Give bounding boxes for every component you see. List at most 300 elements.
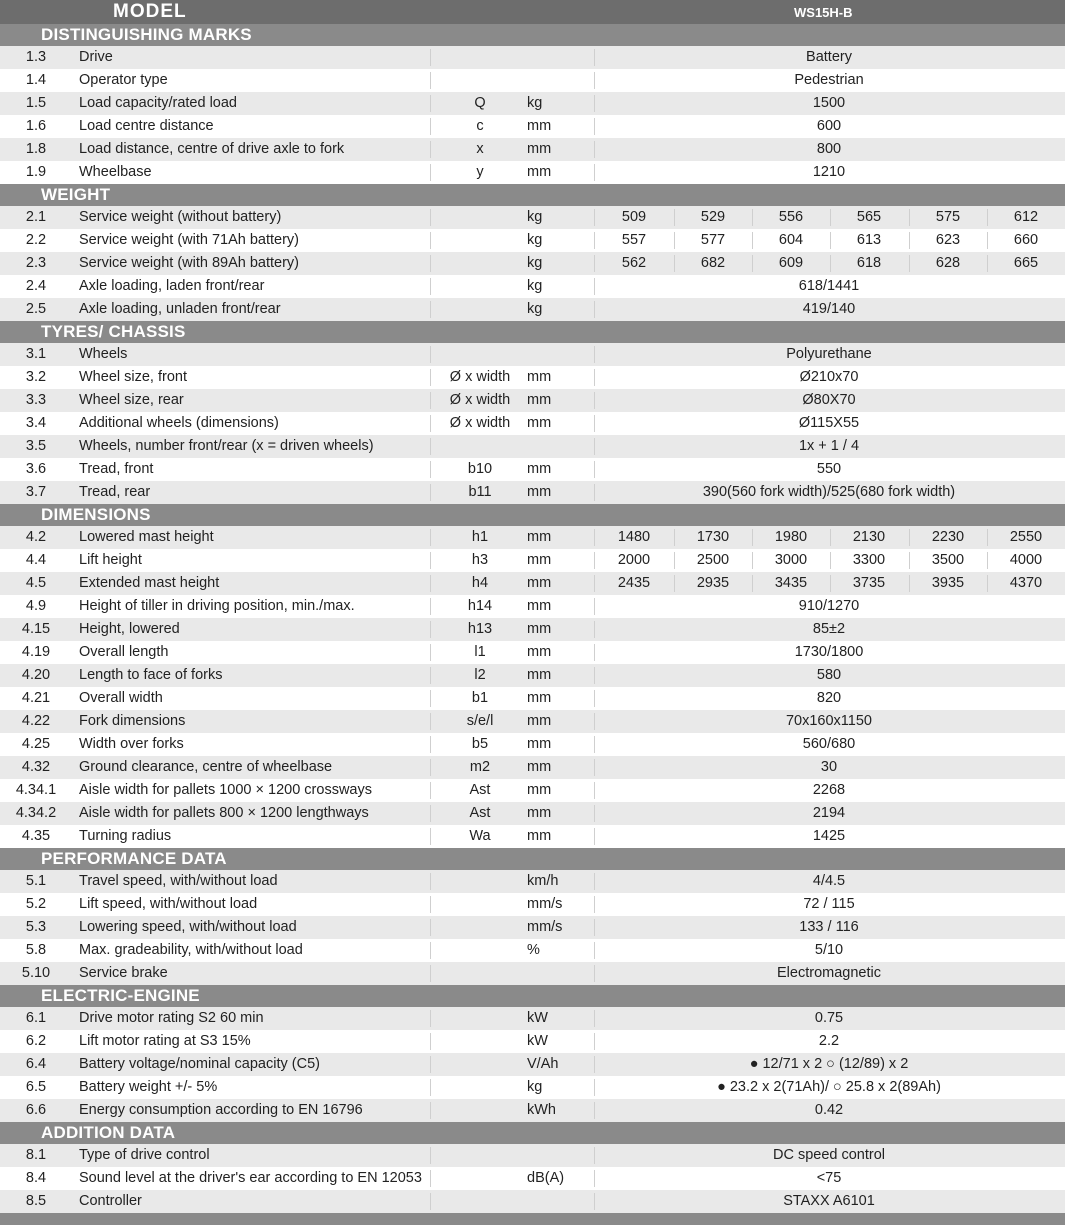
spec-row	[0, 939, 1065, 962]
model-variant-value: 556	[778, 209, 804, 225]
row-number: 4.22	[21, 713, 51, 729]
variant-divider	[752, 529, 753, 546]
column-divider	[430, 346, 431, 363]
row-label: Extended mast height	[79, 575, 220, 591]
row-symbol: l2	[474, 667, 486, 683]
row-unit: V/Ah	[527, 1056, 559, 1072]
row-unit: mm	[527, 415, 552, 431]
row-number: 1.9	[25, 164, 47, 180]
row-value: STAXX A6101	[783, 1193, 875, 1209]
row-number: 1.8	[25, 141, 47, 157]
spec-row	[0, 1007, 1065, 1030]
column-divider	[430, 164, 431, 181]
spec-row	[0, 46, 1065, 69]
variant-divider	[752, 255, 753, 272]
row-unit: mm	[527, 369, 552, 385]
row-label: Service weight (with 71Ah battery)	[79, 232, 300, 248]
row-value: 2.2	[818, 1033, 840, 1049]
row-unit: mm/s	[527, 896, 563, 912]
row-symbol: x	[476, 141, 484, 157]
row-label: Load distance, centre of drive axle to fork	[79, 141, 345, 157]
row-label: Controller	[79, 1193, 142, 1209]
row-value: Ø80X70	[802, 392, 856, 408]
row-symbol: Ast	[469, 782, 491, 798]
spec-row	[0, 92, 1065, 115]
model-variant-value: 2935	[696, 575, 730, 591]
model-variant-value: 613	[856, 232, 882, 248]
row-number: 5.2	[25, 896, 47, 912]
spec-row	[0, 664, 1065, 687]
row-label: Aisle width for pallets 800 × 1200 lengthways	[79, 805, 369, 821]
column-divider	[430, 1079, 431, 1096]
column-divider	[430, 873, 431, 890]
row-value: 30	[820, 759, 838, 775]
row-label: Wheels, number front/rear (x = driven wheels)	[79, 438, 374, 454]
model-variant-value: 682	[700, 255, 726, 271]
model-variant-value: 2130	[852, 529, 886, 545]
row-unit: mm	[527, 118, 552, 134]
variant-divider	[674, 209, 675, 226]
column-divider	[430, 141, 431, 158]
variant-divider	[752, 232, 753, 249]
row-label: Wheel size, rear	[79, 392, 184, 408]
row-unit: %	[527, 942, 540, 958]
spec-row	[0, 710, 1065, 733]
row-number: 5.3	[25, 919, 47, 935]
variant-divider	[830, 529, 831, 546]
section-header: TYRES/ CHASSIS	[0, 321, 1065, 343]
spec-row	[0, 756, 1065, 779]
row-value: 2268	[812, 782, 846, 798]
model-variant-value: 2230	[931, 529, 965, 545]
row-symbol: b1	[471, 690, 489, 706]
spec-row	[0, 595, 1065, 618]
row-number: 1.3	[25, 49, 47, 65]
column-divider	[430, 621, 431, 638]
row-label: Tread, front	[79, 461, 154, 477]
model-label: MODEL	[113, 1, 187, 22]
row-number: 6.4	[25, 1056, 47, 1072]
row-number: 4.5	[25, 575, 47, 591]
row-label: Type of drive control	[79, 1147, 210, 1163]
spec-row	[0, 687, 1065, 710]
spec-row	[0, 115, 1065, 138]
row-value: 1425	[812, 828, 846, 844]
row-number: 5.10	[21, 965, 51, 981]
model-header	[0, 0, 1065, 24]
model-variant-value: 529	[700, 209, 726, 225]
column-divider	[430, 713, 431, 730]
column-divider	[430, 942, 431, 959]
row-label: Drive	[79, 49, 113, 65]
row-number: 1.5	[25, 95, 47, 111]
row-unit: kg	[527, 1079, 543, 1095]
row-number: 4.21	[21, 690, 51, 706]
row-label: Wheelbase	[79, 164, 152, 180]
row-unit: kW	[527, 1010, 548, 1026]
row-number: 3.7	[25, 484, 47, 500]
column-divider	[430, 759, 431, 776]
row-symbol: m2	[469, 759, 491, 775]
row-value: 133 / 116	[799, 919, 859, 935]
spec-row	[0, 1030, 1065, 1053]
model-variant-value: 575	[935, 209, 961, 225]
row-unit: mm	[527, 621, 552, 637]
row-unit: mm	[527, 164, 552, 180]
row-number: 4.20	[21, 667, 51, 683]
variant-divider	[987, 232, 988, 249]
row-symbol: h3	[471, 552, 489, 568]
row-value: Battery	[806, 49, 852, 65]
column-divider	[430, 1010, 431, 1027]
row-number: 8.4	[25, 1170, 47, 1186]
variant-divider	[909, 232, 910, 249]
row-unit: mm	[527, 575, 552, 591]
column-divider	[430, 598, 431, 615]
spec-row	[0, 733, 1065, 756]
row-label: Lift motor rating at S3 15%	[79, 1033, 251, 1049]
model-variant-value: 1980	[774, 529, 808, 545]
row-symbol: Q	[474, 95, 486, 111]
row-label: Lowering speed, with/without load	[79, 919, 297, 935]
row-symbol: c	[476, 118, 484, 134]
row-label: Battery voltage/nominal capacity (C5)	[79, 1056, 320, 1072]
spec-row	[0, 1167, 1065, 1190]
row-unit: mm	[527, 461, 552, 477]
model-variant-value: 618	[856, 255, 882, 271]
spec-row	[0, 572, 1065, 595]
model-variant-value: 577	[700, 232, 726, 248]
row-number: 4.32	[21, 759, 51, 775]
column-divider	[430, 782, 431, 799]
column-divider	[430, 575, 431, 592]
row-unit: km/h	[527, 873, 559, 889]
row-symbol: Ø x width	[449, 369, 511, 385]
variant-divider	[987, 529, 988, 546]
spec-row	[0, 549, 1065, 572]
row-value: 1500	[812, 95, 846, 111]
variant-divider	[987, 575, 988, 592]
row-label: Overall width	[79, 690, 163, 706]
row-unit: mm	[527, 484, 552, 500]
model-value: WS15H-B	[794, 5, 853, 20]
column-divider	[430, 919, 431, 936]
variant-divider	[752, 575, 753, 592]
row-unit: mm	[527, 598, 552, 614]
spec-row	[0, 802, 1065, 825]
row-unit: mm	[527, 690, 552, 706]
model-variant-value: 3435	[774, 575, 808, 591]
column-divider	[430, 1056, 431, 1073]
column-divider	[430, 438, 431, 455]
column-divider	[430, 415, 431, 432]
variant-divider	[830, 255, 831, 272]
spec-row	[0, 206, 1065, 229]
row-unit: mm	[527, 736, 552, 752]
column-divider	[430, 209, 431, 226]
column-divider	[430, 232, 431, 249]
row-label: Turning radius	[79, 828, 172, 844]
column-divider	[430, 529, 431, 546]
row-symbol: b11	[468, 484, 492, 500]
column-divider	[430, 278, 431, 295]
row-label: Max. gradeability, with/without load	[79, 942, 303, 958]
row-number: 8.1	[25, 1147, 47, 1163]
row-value: 600	[816, 118, 842, 134]
row-unit: mm	[527, 552, 552, 568]
model-variant-value: 509	[621, 209, 647, 225]
row-number: 2.4	[25, 278, 47, 294]
row-label: Operator type	[79, 72, 168, 88]
row-symbol: s/e/l	[466, 713, 494, 729]
row-symbol: h4	[471, 575, 489, 591]
row-unit: mm	[527, 392, 552, 408]
row-number: 6.1	[25, 1010, 47, 1026]
spec-row	[0, 1144, 1065, 1167]
row-label: Energy consumption according to EN 16796	[79, 1102, 363, 1118]
row-unit: mm	[527, 759, 552, 775]
column-divider	[430, 1102, 431, 1119]
row-value: Ø210x70	[799, 369, 859, 385]
row-value: 419/140	[802, 301, 856, 317]
column-divider	[430, 828, 431, 845]
row-value: 70x160x1150	[785, 713, 872, 729]
spec-row	[0, 870, 1065, 893]
row-number: 4.25	[21, 736, 51, 752]
row-label: Lift speed, with/without load	[79, 896, 258, 912]
row-label: Length to face of forks	[79, 667, 223, 683]
model-variant-value: 565	[856, 209, 882, 225]
variant-divider	[674, 575, 675, 592]
column-divider	[430, 1147, 431, 1164]
variant-divider	[830, 209, 831, 226]
column-divider	[430, 644, 431, 661]
variant-divider	[752, 209, 753, 226]
spec-row	[0, 138, 1065, 161]
variant-divider	[987, 255, 988, 272]
row-value: 618/1441	[798, 278, 860, 294]
column-divider	[430, 72, 431, 89]
variant-divider	[909, 575, 910, 592]
variant-divider	[830, 552, 831, 569]
row-number: 2.2	[25, 232, 47, 248]
row-number: 6.5	[25, 1079, 47, 1095]
row-unit: kWh	[527, 1102, 556, 1118]
row-label: Service brake	[79, 965, 168, 981]
model-variant-value: 3000	[774, 552, 808, 568]
row-number: 6.6	[25, 1102, 47, 1118]
model-variant-value: 623	[935, 232, 961, 248]
row-unit: kg	[527, 255, 543, 271]
spec-row	[0, 825, 1065, 848]
row-label: Wheels	[79, 346, 128, 362]
row-number: 8.5	[25, 1193, 47, 1209]
row-label: Wheel size, front	[79, 369, 187, 385]
column-divider	[430, 736, 431, 753]
row-label: Load capacity/rated load	[79, 95, 237, 111]
model-variant-value: 628	[935, 255, 961, 271]
row-value: 72 / 115	[803, 896, 855, 912]
model-variant-value: 4000	[1009, 552, 1043, 568]
model-variant-value: 3500	[931, 552, 965, 568]
column-divider	[430, 896, 431, 913]
column-divider	[430, 461, 431, 478]
row-value: ● 23.2 x 2(71Ah)/ ○ 25.8 x 2(89Ah)	[717, 1079, 941, 1095]
row-label: Battery weight +/- 5%	[79, 1079, 218, 1095]
column-divider	[430, 1170, 431, 1187]
section-header: WEIGHT	[0, 184, 1065, 206]
row-number: 3.5	[25, 438, 47, 454]
row-number: 6.2	[25, 1033, 47, 1049]
row-unit: mm	[527, 141, 552, 157]
variant-divider	[909, 255, 910, 272]
row-label: Height of tiller in driving position, min./max.	[79, 598, 355, 614]
row-unit: kg	[527, 95, 543, 111]
row-number: 4.2	[25, 529, 47, 545]
row-label: Service weight (with 89Ah battery)	[79, 255, 300, 271]
column-divider	[430, 392, 431, 409]
model-variant-value: 3735	[852, 575, 886, 591]
row-value: 550	[816, 461, 842, 477]
row-number: 5.1	[25, 873, 47, 889]
row-value: Ø115X55	[798, 415, 860, 431]
model-variant-value: 3935	[931, 575, 965, 591]
column-divider	[430, 369, 431, 386]
spec-row	[0, 229, 1065, 252]
variant-divider	[674, 255, 675, 272]
row-value: 0.75	[814, 1010, 844, 1026]
row-value: DC speed control	[772, 1147, 886, 1163]
row-number: 2.3	[25, 255, 47, 271]
spec-row	[0, 343, 1065, 366]
row-symbol: Ø x width	[449, 392, 511, 408]
row-value: <75	[816, 1170, 842, 1186]
column-divider	[430, 255, 431, 272]
table-end-bar	[0, 1213, 1065, 1225]
spec-row	[0, 412, 1065, 435]
model-variant-value: 665	[1013, 255, 1039, 271]
spec-row	[0, 458, 1065, 481]
section-header: ADDITION DATA	[0, 1122, 1065, 1144]
row-value: Pedestrian	[794, 72, 864, 88]
row-number: 4.4	[25, 552, 47, 568]
column-divider	[430, 805, 431, 822]
row-value: 1210	[812, 164, 846, 180]
spec-row	[0, 916, 1065, 939]
row-unit: mm	[527, 782, 552, 798]
variant-divider	[909, 529, 910, 546]
spec-row	[0, 1076, 1065, 1099]
row-number: 4.34.2	[15, 805, 57, 821]
row-number: 4.35	[21, 828, 51, 844]
row-number: 5.8	[25, 942, 47, 958]
spec-row	[0, 252, 1065, 275]
spec-row	[0, 893, 1065, 916]
model-variant-value: 1730	[696, 529, 730, 545]
spec-row	[0, 1053, 1065, 1076]
model-variant-value: 557	[621, 232, 647, 248]
row-label: Sound level at the driver's ear according to EN 12053	[79, 1170, 422, 1186]
section-header: PERFORMANCE DATA	[0, 848, 1065, 870]
column-divider	[430, 49, 431, 66]
variant-divider	[909, 209, 910, 226]
row-value: 580	[816, 667, 842, 683]
row-label: Drive motor rating S2 60 min	[79, 1010, 264, 1026]
row-label: Aisle width for pallets 1000 × 1200 crossways	[79, 782, 372, 798]
row-unit: mm	[527, 828, 552, 844]
row-value: 0.42	[814, 1102, 844, 1118]
row-value: 85±2	[812, 621, 846, 637]
row-value: 820	[816, 690, 842, 706]
row-label: Axle loading, laden front/rear	[79, 278, 265, 294]
row-unit: mm	[527, 529, 552, 545]
model-variant-value: 1480	[617, 529, 651, 545]
row-label: Axle loading, unladen front/rear	[79, 301, 281, 317]
section-header: DIMENSIONS	[0, 504, 1065, 526]
variant-divider	[674, 552, 675, 569]
row-value: Polyurethane	[786, 346, 872, 362]
model-variant-value: 2500	[696, 552, 730, 568]
row-symbol: h13	[467, 621, 493, 637]
row-label: Service weight (without battery)	[79, 209, 282, 225]
row-unit: mm/s	[527, 919, 563, 935]
row-label: Travel speed, with/without load	[79, 873, 278, 889]
spec-row	[0, 641, 1065, 664]
column-divider	[430, 667, 431, 684]
variant-divider	[674, 529, 675, 546]
row-number: 2.5	[25, 301, 47, 317]
row-symbol: h14	[467, 598, 493, 614]
row-label: Additional wheels (dimensions)	[79, 415, 279, 431]
section-header: DISTINGUISHING MARKS	[0, 24, 1065, 46]
row-value: 910/1270	[798, 598, 860, 614]
row-number: 4.19	[21, 644, 51, 660]
column-divider	[430, 484, 431, 501]
variant-divider	[987, 552, 988, 569]
model-variant-value: 2000	[617, 552, 651, 568]
row-unit: kg	[527, 209, 543, 225]
model-variant-value: 612	[1013, 209, 1039, 225]
spec-row	[0, 366, 1065, 389]
variant-divider	[830, 232, 831, 249]
section-header: ELECTRIC-ENGINE	[0, 985, 1065, 1007]
row-value: 4/4.5	[812, 873, 846, 889]
variant-divider	[752, 552, 753, 569]
variant-divider	[909, 552, 910, 569]
spec-row	[0, 298, 1065, 321]
row-number: 1.4	[25, 72, 47, 88]
model-variant-value: 4370	[1009, 575, 1043, 591]
variant-divider	[987, 209, 988, 226]
row-symbol: l1	[474, 644, 486, 660]
row-value: Electromagnetic	[777, 965, 881, 981]
spec-row	[0, 1190, 1065, 1213]
row-label: Width over forks	[79, 736, 184, 752]
column-divider	[430, 690, 431, 707]
row-number: 4.34.1	[15, 782, 57, 798]
row-symbol: b10	[467, 461, 493, 477]
row-label: Lift height	[79, 552, 142, 568]
row-unit: mm	[527, 713, 552, 729]
row-label: Tread, rear	[79, 484, 151, 500]
spec-row	[0, 275, 1065, 298]
column-divider	[430, 1033, 431, 1050]
spec-row	[0, 389, 1065, 412]
model-variant-value: 2550	[1009, 529, 1043, 545]
model-variant-value: 3300	[852, 552, 886, 568]
row-symbol: b5	[471, 736, 489, 752]
row-symbol: Ast	[469, 805, 491, 821]
